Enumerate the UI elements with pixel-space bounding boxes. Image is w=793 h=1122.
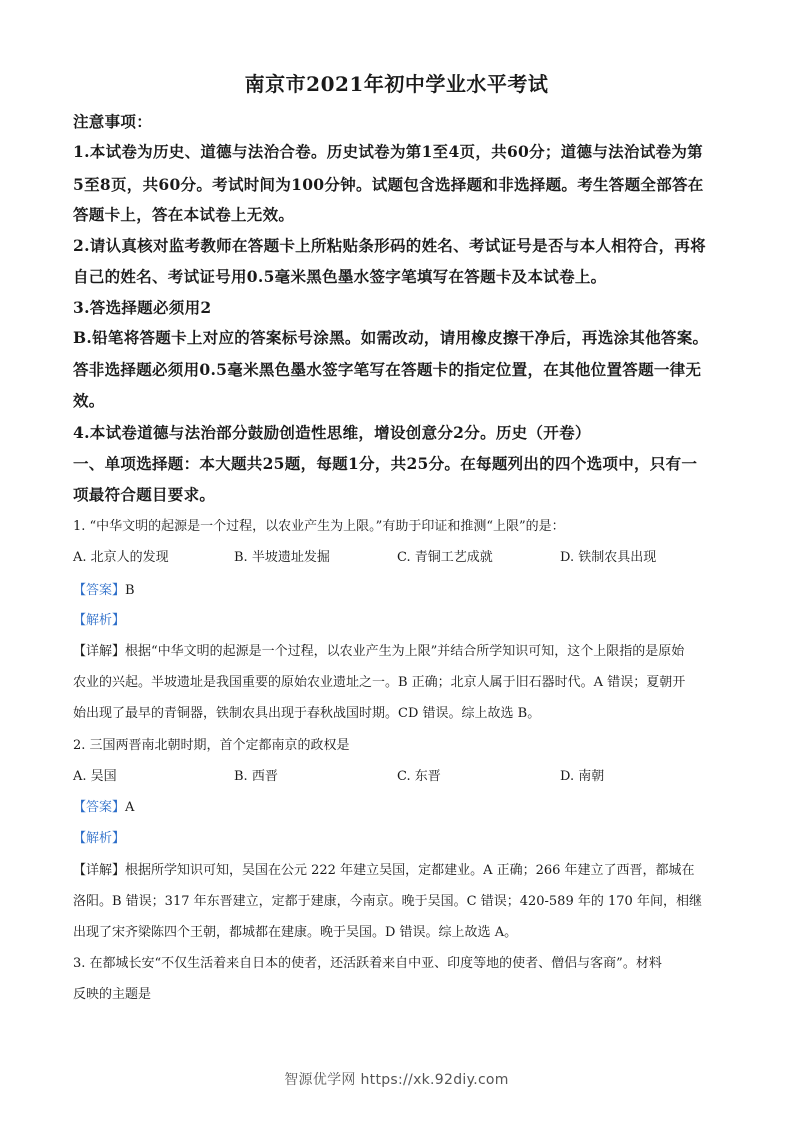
notice-line: 效。 [73,391,105,410]
question-option: D. 南朝 [560,769,605,784]
page-title: 南京市2021年初中学业水平考试 [244,72,549,96]
notice-line: 4.本试卷道德与法治部分鼓励创造性思维，增设创意分2分。历史（开卷） [73,423,591,442]
question-stem: 3. 在都城长安“不仅生活着来自日本的使者，还活跃着来自中亚、印度等地的使者、僧侣与客商”。材料 [73,956,662,971]
question-stem: 反映的主题是 [73,987,152,1002]
section-heading: 项最符合题目要求。 [73,485,216,504]
answer-label: 【答案】 [73,583,126,598]
detail-line: 【详解】根据所学知识可知，吴国在公元 222 年建立吴国，定都建业。A 正确；266 年建立了西晋，都城在 [73,863,695,878]
detail-line: 洛阳。B 错误；317 年东晋建立，定都于建康，今南京。晚于吴国。C 错误；420-589 年的 170 年间，相继 [73,894,702,909]
question-option: B. 西晋 [234,769,278,784]
footer-watermark: 智源优学网 https://xk.92diy.com [284,1072,509,1088]
question-stem: 1. “中华文明的起源是一个过程，以农业产生为上限。”有助于印证和推测“上限”的是： [73,519,565,534]
notice-line: 答题卡上，答在本试卷上无效。 [73,205,295,224]
question-option: B. 半坡遗址发掘 [234,550,330,565]
analysis-label: 【解析】 [73,831,126,846]
notice-line: 3.答选择题必须用2 [73,298,212,317]
detail-line: 【详解】根据“中华文明的起源是一个过程，以农业产生为上限”并结合所学知识可知，这个上限指的是原始 [73,644,685,659]
question-option: A. 吴国 [73,769,117,784]
answer-value: B [125,583,135,598]
answer-line [73,579,135,598]
notice-line: 答非选择题必须用0.5毫米黑色墨水签字笔写在答题卡的指定位置，在其他位置答题一律无 [73,360,702,379]
detail-line: 出现了宋齐梁陈四个王朝，都城都在建康。晚于吴国。D 错误。综上故选 A。 [73,925,518,940]
question-option: C. 青铜工艺成就 [397,550,493,565]
notice-line: 1.本试卷为历史、道德与法治合卷。历史试卷为第1至4页，共60分；道德与法治试卷为第 [73,142,703,161]
detail-line: 始出现了最早的青铜器，铁制农具出现于春秋战国时期。CD 错误。综上故选 B。 [73,706,541,721]
question-option: A. 北京人的发现 [73,550,169,565]
notice-heading: 注意事项： [73,112,153,131]
notice-line: 5至8页，共60分。考试时间为100分钟。试题包含选择题和非选择题。考生答题全部答在 [73,175,704,194]
answer-value: A [125,800,135,815]
notice-line: B.铅笔将答题卡上对应的答案标号涂黑。如需改动，请用橡皮擦干净后，再选涂其他答案。 [73,328,709,347]
analysis-label: 【解析】 [73,613,126,628]
question-stem: 2. 三国两晋南北朝时期，首个定都南京的政权是 [73,738,350,753]
answer-line [73,796,134,815]
answer-label: 【答案】 [73,800,126,815]
notice-line: 自己的姓名、考试证号用0.5毫米黑色墨水签字笔填写在答题卡及本试卷上。 [73,267,607,286]
question-option: C. 东晋 [397,769,441,784]
detail-line: 农业的兴起。半坡遗址是我国重要的原始农业遗址之一。B 正确；北京人属于旧石器时代。A 错误；夏朝开 [73,675,686,690]
notice-line: 2.请认真核对监考教师在答题卡上所粘贴条形码的姓名、考试证号是否与本人相符合，再将 [73,236,706,255]
section-heading: 一、单项选择题：本大题共25题，每题1分，共25分。在每题列出的四个选项中，只有一 [73,454,698,473]
question-option: D. 铁制农具出现 [560,550,657,565]
